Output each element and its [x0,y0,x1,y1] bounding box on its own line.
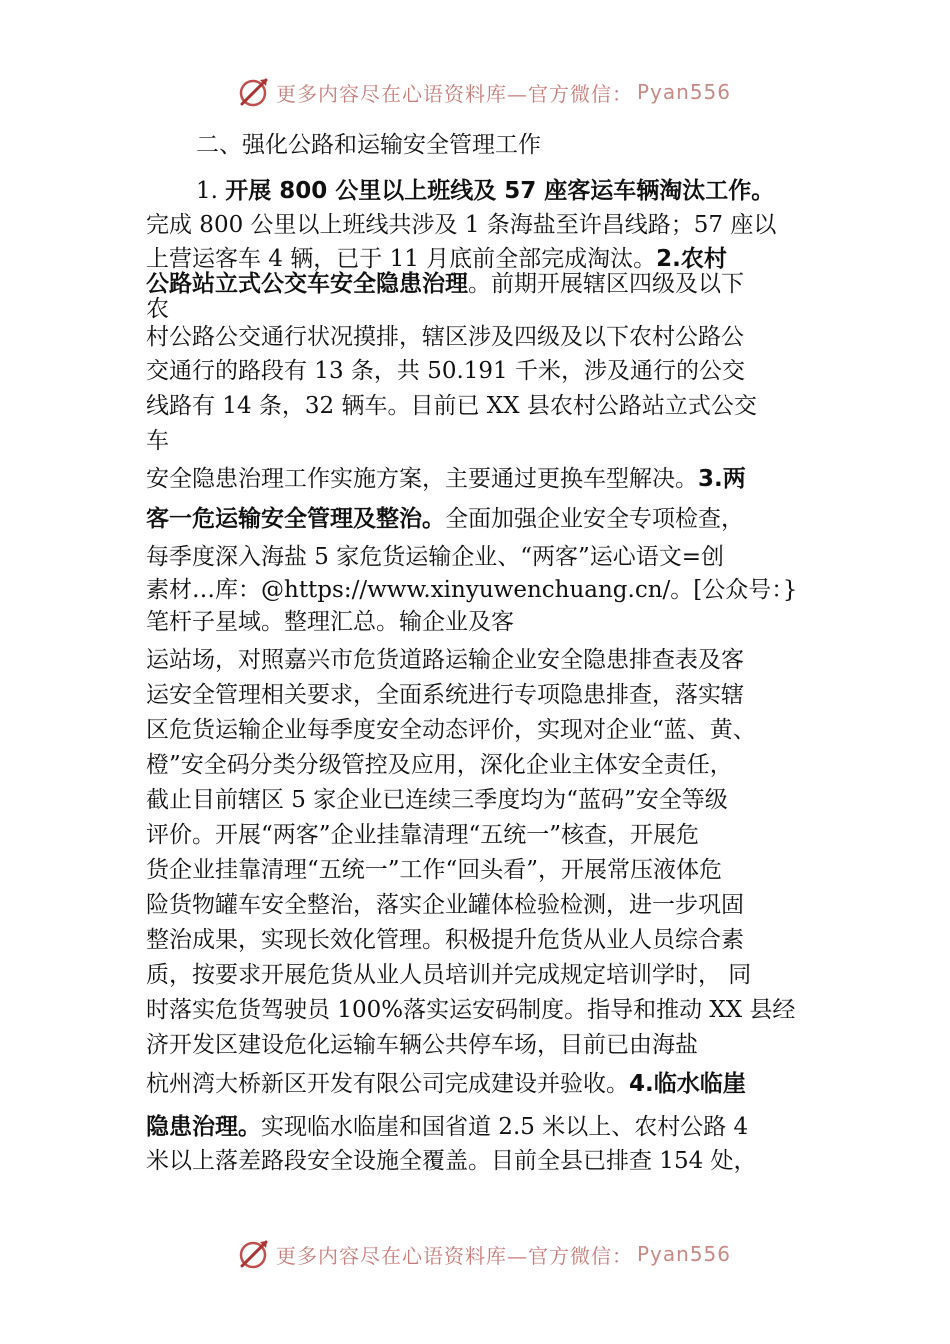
text-run: 米以上落差路段安全设施全覆盖。目前全县已排查 154 处， [146,1148,757,1174]
paragraph-line [146,818,826,852]
text-run: 笔杆子星域。整理汇总。输企业及客 [146,609,514,635]
paragraph-line [146,923,826,957]
text-run: 橙”安全码分类分级管控及应用，深化企业主体安全责任， [146,752,733,778]
text-run: 村公路公交通行状况摸排，辖区涉及四级及以下农村公路公 [146,324,744,350]
bold-text: 2.农村 [656,246,727,272]
paragraph-line [146,389,826,423]
brand-logo-icon [236,74,272,110]
text-run: 。前期开展辖区四级及以下 [468,271,744,297]
paragraph-line [146,748,826,782]
text-run: 运安全管理相关要求，全面系统进行专项隐患排查，落实辖 [146,682,744,708]
text-run: 车 [146,428,169,454]
watermark-account: Pyan556 [637,1242,732,1266]
watermark-text: 更多内容尽在心语资料库—官方微信： [276,1243,633,1268]
watermark-text: 更多内容尽在心语资料库—官方微信： [276,81,633,106]
paragraph-line [146,1144,826,1178]
paragraph-line [146,1028,826,1062]
paragraph-line [146,1110,826,1144]
text-run: 线路有 14 条，32 辆车。目前已 XX 县农村公路站立式公交 [146,393,757,419]
text-run: 运站场，对照嘉兴市危货道路运输企业安全隐患排查表及客 [146,647,744,673]
text-run: 全面加强企业安全专项检查， [445,506,744,532]
text-run: 农 [146,296,169,322]
bold-text: 开展 800 公里以上班线及 57 座客运车辆淘汰工作。 [225,178,775,204]
text-run: 整治成果，实现长效化管理。积极提升危货从业人员综合素 [146,927,744,953]
text-run: 截止目前辖区 5 家企业已连续三季度均为“蓝码”安全等级 [146,787,728,813]
text-run: 上营运客车 4 辆，已于 11 月底前全部完成淘汰。 [146,246,657,272]
paragraph-line [146,573,826,607]
paragraph-line [146,888,826,922]
text-run: 险货物罐车安全整治，落实企业罐体检验检测，进一步巩固 [146,892,744,918]
text-run: 货企业挂靠清理“五统一”工作“回头看”，开展常压液体危 [146,857,723,883]
paragraph-line [146,713,826,747]
text-run: 区危货运输企业每季度安全动态评价，实现对企业“蓝、黄、 [146,717,756,743]
bold-text: 隐患治理。 [146,1114,261,1140]
paragraph-line [146,424,826,458]
paragraph-line [146,643,826,677]
paragraph-line [146,958,826,992]
section-title: 二、强化公路和运输安全管理工作 [196,132,541,158]
text-run: 1. [196,178,226,204]
text-run: 每季度深入海盐 5 家危货运输企业、“两客”运心语文=创 [146,544,725,570]
watermark-account: Pyan556 [637,80,732,104]
paragraph-line [146,853,826,887]
bold-text: 客一危运输安全管理及整治。 [146,506,445,532]
watermark-bottom [236,1234,756,1274]
paragraph-line [196,174,876,208]
bold-text: 4.临水临崖 [629,1071,746,1097]
paragraph-line [146,1067,826,1101]
text-run: 质，按要求开展危货从业人员培训并完成规定培训学时， 同 [146,962,752,988]
text-run: 实现临水临崖和国省道 2.5 米以上、农村公路 4 [261,1114,749,1140]
watermark-top [236,72,756,112]
paragraph-line [146,502,826,536]
text-run: 杭州湾大桥新区开发有限公司完成建设并验收。 [146,1071,629,1097]
paragraph-line [146,678,826,712]
text-run: 交通行的路段有 13 条，共 50.191 千米，涉及通行的公交 [146,358,745,384]
paragraph-line [146,783,826,817]
text-run: 评价。开展“两客”企业挂靠清理“五统一”核查，开展危 [146,822,700,848]
paragraph-line [146,354,826,388]
paragraph-line [146,540,826,574]
text-run: 完成 800 公里以上班线共涉及 1 条海盐至许昌线路；57 座以 [146,212,777,238]
paragraph-line [146,462,826,496]
text-run: 安全隐患治理工作实施方案，主要通过更换车型解决。 [146,466,698,492]
brand-logo-icon [236,1236,272,1272]
text-run: 素材…库：@https://www.xinyuwenchuang.cn/。[公众号：} [146,577,798,603]
bold-text: 公路站立式公交车安全隐患治理 [146,271,468,297]
paragraph-line [146,605,826,639]
paragraph-line [146,993,826,1027]
text-run: 时落实危货驾驶员 100%落实运安码制度。指导和推动 XX 县经 [146,997,796,1023]
paragraph-line [146,208,826,242]
text-run: 济开发区建设危化运输车辆公共停车场，目前已由海盐 [146,1032,698,1058]
bold-text: 3.两 [698,466,746,492]
paragraph-line [146,320,826,354]
